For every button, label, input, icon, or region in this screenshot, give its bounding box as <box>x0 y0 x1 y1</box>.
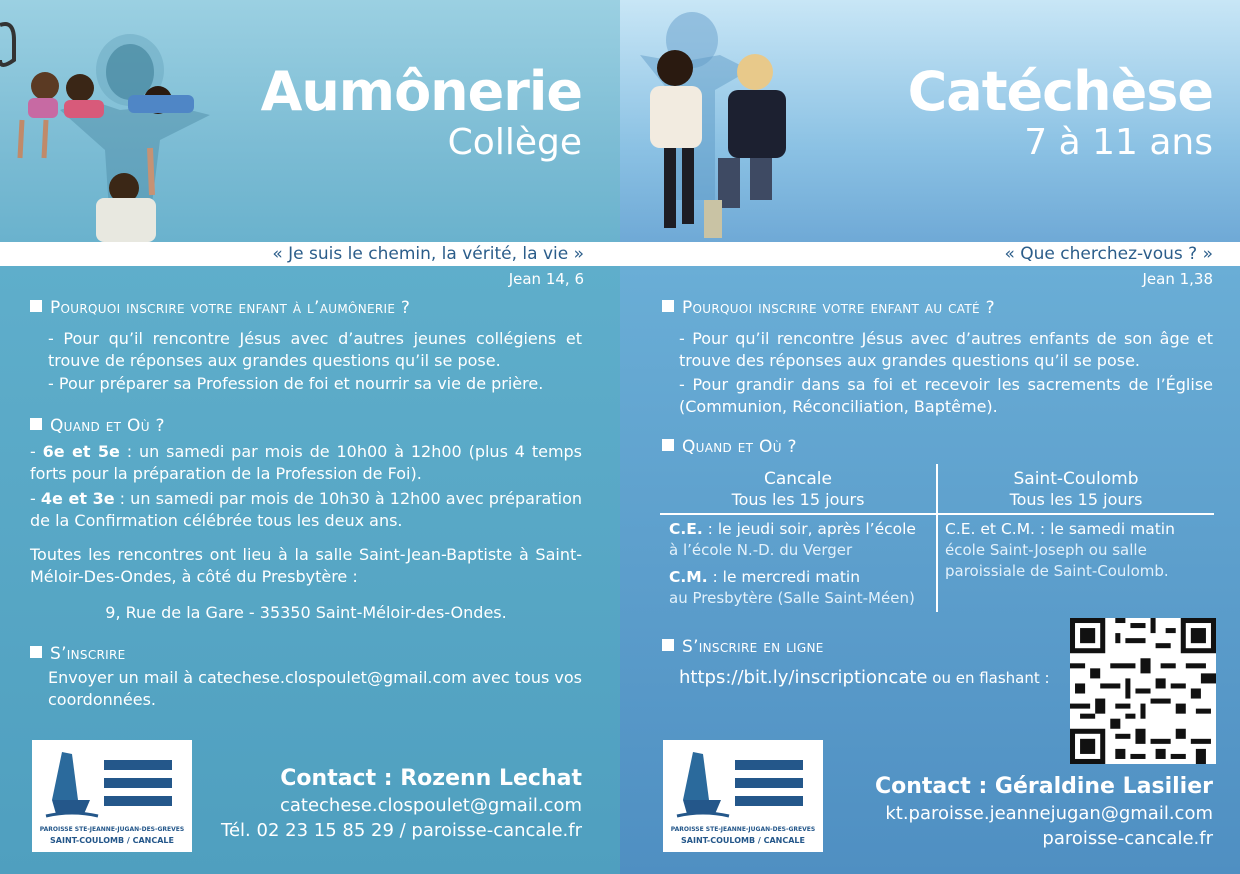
contact-email[interactable]: catechese.clospoulet@gmail.com <box>279 795 582 816</box>
bullet-square-icon <box>662 639 674 651</box>
contact-email[interactable]: kt.paroisse.jeannejugan@gmail.com <box>885 803 1213 824</box>
table-col-saint-coulomb-sub: Tous les 15 jours <box>1009 490 1143 509</box>
parish-logo <box>663 740 823 852</box>
logo-parish-name: PAROISSE STE-JEANNE-JUGAN-DES-GREVES <box>39 826 185 833</box>
catechese-title: Catéchèse <box>907 60 1213 123</box>
section-heading-pourquoi: Pourquoi inscrire votre enfant à l’aumônerie ? <box>30 298 410 318</box>
aumonerie-title: Aumônerie <box>260 60 582 123</box>
boat-logo-icon <box>32 740 192 826</box>
schedule-4e-3e: - 4e et 3e : un samedi par mois de 10h30 à 12h00 avec préparation de la Confirmation célébrée tous les deux ans. <box>30 489 583 530</box>
parish-logo <box>32 740 192 852</box>
inscription-instructions: Envoyer un mail à catechese.clospoulet@gmail.com avec tous vos coordonnées. <box>48 668 582 709</box>
paragraph-pourquoi-1: - Pour qu’il rencontre Jésus avec d’autres jeunes collégiens et trouve de réponses aux grandes questions qu’il se pose. <box>48 329 582 370</box>
inscription-url[interactable]: https://bit.ly/inscriptioncate <box>679 667 928 688</box>
catechese-quote: « Que cherchez-vous ? » <box>1004 244 1213 264</box>
logo-parish-towns: SAINT-COULOMB / CANCALE <box>50 836 174 845</box>
paragraph-pourquoi-1: - Pour qu’il rencontre Jésus avec d’autres enfants de son âge et trouve des réponses aux grandes questions qu’il se pose. <box>679 329 1213 370</box>
table-col-saint-coulomb-head: Saint-Coulomb <box>1013 469 1139 489</box>
section-heading-quand: Quand et Où ? <box>662 437 797 457</box>
meeting-location: Toutes les rencontres ont lieu à la salle Saint-Jean-Baptiste à Saint-Méloir-Des-Ondes, à côté du Presbytère : <box>30 545 582 586</box>
paragraph-pourquoi-2: - Pour préparer sa Profession de foi et nourrir sa vie de prière. <box>48 374 544 393</box>
table-cell-saint-coulomb: C.E. et C.M. : le samedi matin école Saint-Joseph ou salle paroissiale de Saint-Coulomb. <box>945 520 1175 580</box>
bullet-square-icon <box>30 646 42 658</box>
bullet-square-icon <box>30 300 42 312</box>
bullet-square-icon <box>662 439 674 451</box>
section-heading-quand: Quand et Où ? <box>30 416 165 436</box>
contact-phone: Tél. 02 23 15 85 29 / paroisse-cancale.fr <box>221 820 582 841</box>
qr-code-icon <box>1070 618 1216 764</box>
contact-name: Contact : Rozenn Lechat <box>280 766 582 791</box>
bullet-square-icon <box>30 418 42 430</box>
table-divider-horizontal <box>660 513 1214 515</box>
section-heading-pourquoi: Pourquoi inscrire votre enfant au caté ? <box>662 298 995 318</box>
catechese-panel <box>620 0 1240 874</box>
schedule-6e-5e: - 6e et 5e : un samedi par mois de 10h00 à 12h00 (plus 4 temps forts pour la préparation de la Profession de Foi). <box>30 442 583 483</box>
address: 9, Rue de la Gare - 35350 Saint-Méloir-des-Ondes. <box>105 603 507 622</box>
bullet-square-icon <box>662 300 674 312</box>
section-heading-inscrire: S’inscrire <box>30 644 126 664</box>
table-col-cancale-sub: Tous les 15 jours <box>731 490 865 509</box>
catechese-quote-ref: Jean 1,38 <box>1142 270 1213 288</box>
boat-logo-icon <box>663 740 823 826</box>
contact-name: Contact : Géraldine Lasilier <box>874 774 1213 799</box>
catechese-subtitle: 7 à 11 ans <box>1024 122 1213 163</box>
aumonerie-quote: « Je suis le chemin, la vérité, la vie » <box>272 244 584 264</box>
logo-parish-name: PAROISSE STE-JEANNE-JUGAN-DES-GREVES <box>670 826 816 833</box>
aumonerie-subtitle: Collège <box>447 122 582 163</box>
contact-website[interactable]: paroisse-cancale.fr <box>1042 828 1213 849</box>
table-cell-cancale: C.E. : le jeudi soir, après l’école à l’école N.-D. du Verger C.M. : le mercredi matin au Presbytère (Salle Saint-Méen) <box>669 520 916 607</box>
table-col-cancale-head: Cancale <box>763 469 832 489</box>
inscription-link-line: https://bit.ly/inscriptioncate ou en flashant : <box>679 667 1050 688</box>
qr-code[interactable] <box>1070 618 1216 764</box>
logo-parish-towns: SAINT-COULOMB / CANCALE <box>681 836 805 845</box>
paragraph-pourquoi-2: - Pour grandir dans sa foi et recevoir les sacrements de l’Église (Communion, Réconciliation, Baptême). <box>679 375 1213 416</box>
section-heading-inscrire-en-ligne: S’inscrire en ligne <box>662 637 824 657</box>
aumonerie-quote-ref: Jean 14, 6 <box>508 270 584 288</box>
